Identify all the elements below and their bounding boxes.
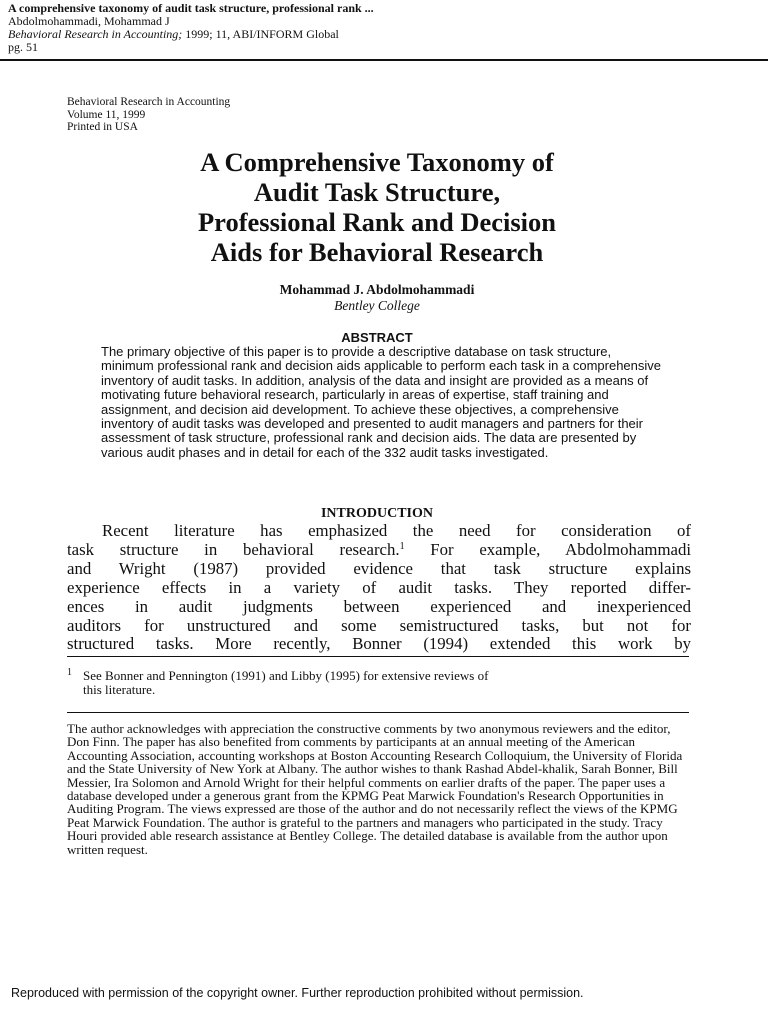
header-journal-details: 1999; 11, ABI/INFORM Global [182,27,339,41]
footnote-marker: 1 [67,667,72,678]
introduction-heading: INTRODUCTION [320,506,433,521]
paper-title [66,147,688,267]
header-divider [0,59,768,61]
footnote-divider [67,656,689,657]
body-line [67,541,691,560]
body-text: For example, Abdolmohammadi [404,539,691,559]
body-text: task structure in behavioral research. [67,539,400,559]
title-line: Audit Task Structure, [253,177,501,207]
header-source [8,28,758,41]
body-line: Recent literature has emphasized the need for consideration of [102,521,691,540]
body-line: structured tasks. More recently, Bonner (1994) extended this work by [67,634,691,654]
journal-block [67,96,230,134]
author-affiliation: Bentley College [334,298,420,313]
document-header [8,2,758,54]
footnote-line: this literature. [83,682,156,697]
body-line: auditors for unstructured and some semistructured tasks, but not for [67,615,691,635]
journal-printed: Printed in USA [67,121,138,133]
author-block [66,282,688,314]
body-line: experience effects in a variety of audit tasks. They reported differ- [67,577,691,597]
header-author: Abdolmohammadi, Mohammad J [8,14,170,28]
footnote-line: See Bonner and Pennington (1991) and Libby (1995) for extensive reviews of [83,668,489,683]
footnote-ref: 1 [399,540,405,552]
acknowledgment-text: The author acknowledges with appreciation the constructive comments by two anonymous reviewers and the editor, Don Finn. The paper has also benefited from comments by participants at an annual meeting of the American Accounting Association, accounting workshops at Boston Accounting Research Colloquium, the University of Florida and the State University of New York at Albany. The author wishes to thank Rashad Abdel-khalik, Sarah Bonner, Bill Messier, Ira Solomon and Arnold Wright for their helpful comments on earlier drafts of the paper. The paper uses a database developed under a generous grant from the KPMG Peat Marwick Foundation's Research Opportunities in Auditing Program. The views expressed are those of the author and do not necessarily reflect the views of the KPMG Peat Marwick Foundation. The author is grateful to the partners and managers who participated in the study. Tracy Houri provided able research assistance at Bentley College. The detailed database is available from the author upon written request. [67,721,683,857]
journal-volume: Volume 11, 1999 [67,108,146,121]
header-journal: Behavioral Research in Accounting; [8,27,183,41]
author-name: Mohammad J. Abdolmohammadi [279,282,475,297]
title-line: Professional Rank and Decision [197,207,557,237]
title-line: A Comprehensive Taxonomy of [200,147,554,177]
abstract-text: The primary objective of this paper is to provide a descriptive database on task structure, minimum professional rank and decision aids applicable to perform each task in a comprehensive inventory of audit tasks. In addition, analysis of the data and insight are provided as a means of motivating future behavioral research, particularly in areas of expertise, staff training and assignment, and decision aid development. To achieve these objectives, a comprehensive inventory of audit tasks was developed and presented to audit managers and partners for their assessment of task structure, professional rank and decision aids. The data are presented by various audit phases and in detail for each of the 332 audit tasks investigated. [101,344,662,460]
title-line: Aids for Behavioral Research [210,237,544,267]
header-page: pg. 51 [8,40,38,54]
body-line: and Wright (1987) provided evidence that task structure explains [67,558,691,578]
journal-name: Behavioral Research in Accounting [67,96,231,108]
copyright-footer: Reproduced with permission of the copyright owner. Further reproduction prohibited without permission. [11,986,584,1000]
footnote [67,669,689,697]
header-title: A comprehensive taxonomy of audit task structure, professional rank ... [8,1,374,15]
acknowledgment-divider [67,712,689,713]
abstract-heading: ABSTRACT [341,330,413,345]
body-line: ences in audit judgments between experienced and inexperienced [67,596,691,616]
introduction-body [67,522,691,654]
